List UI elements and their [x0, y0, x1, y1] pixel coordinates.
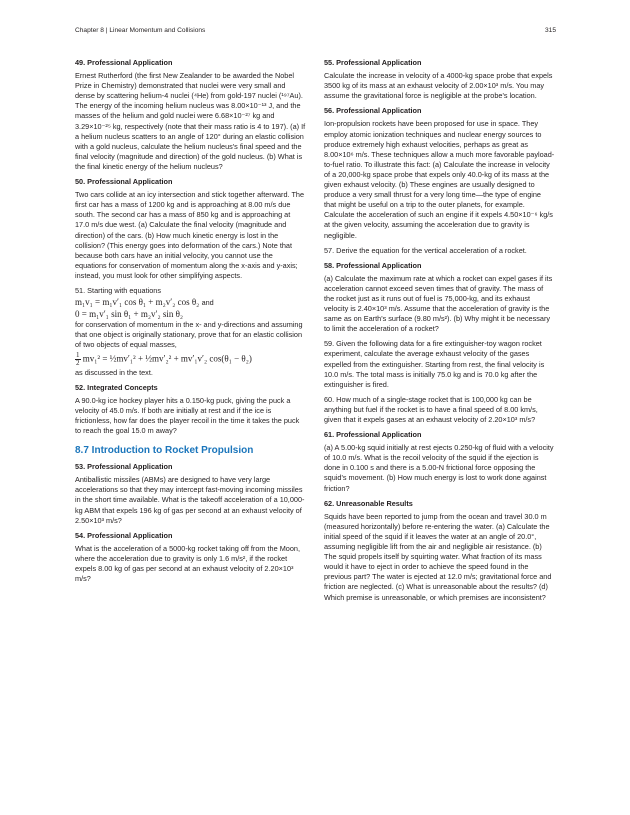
problem-51	[75, 286, 306, 378]
problem-62	[324, 499, 555, 603]
fraction-half: $\frac{1}{2}$	[76, 350, 80, 367]
problem-heading: 55. Professional Application	[324, 58, 422, 67]
equation-momentum-x: m₁v₁ = m₁v′₁ cos θ₁ + m₂v′₂ cos θ₂	[75, 297, 200, 308]
equation-energy: $\frac{1}{2}$ mv₁² = ½mv′₁² + ½mv′₂² + mv′₁v′₂ cos(θ₁ − θ₂)	[76, 350, 252, 367]
section-title: 8.7 Introduction to Rocket Propulsion	[75, 445, 254, 457]
problem-60	[324, 395, 555, 425]
problem-text: Ion-propulsion rockets have been proposed for use in space. They employ atomic ionization techniques and nuclear energy sources to produce extremely high exhaust velocities, perhaps as great as 8.00×10⁶ m/s. These techniques allow a much more favorable payload-to-fuel ratio. To illustrate this fact: (a) Calculate the increase in velocity of a 20,000-kg space probe that expels only 40.0-kg of its mass at the given exhaust velocity. (b) These engines are usually designed to produce a very small thrust for a very long time—the type of engine that might be useful on a trip to the outer planets, for example. Calculate the acceleration of such an engine if it expels 4.50×10⁻⁶ kg/s at the given velocity, assuming the acceleration due to gravity is negligible.	[324, 119, 555, 240]
problem-text: Calculate the increase in velocity of a 4000-kg space probe that expels 3500 kg of its mass at an exhaust velocity of 2.00×10³ m/s. You may assume the gravitational force is negligible at the probe's location.	[324, 71, 553, 101]
problem-heading: 50. Professional Application	[75, 177, 173, 187]
running-header-chapter: Chapter 8 | Linear Momentum and Collisions	[75, 27, 206, 34]
problem-61	[324, 430, 555, 494]
problem-heading: 56. Professional Application	[324, 106, 422, 116]
problem-text: 60. How much of a single-stage rocket that is 100,000 kg can be anything but fuel if the rocket is to have a final speed of 8.00 km/s, given that it expels gases at an exhaust velocity of 2.20×10³ m/s?	[324, 394, 538, 424]
problem-text: Squids have been reported to jump from the ocean and travel 30.0 m (measured horizontally) before re-entering the water. (a) Calculate the initial speed of the squid if it leaves the water at an angle of 20.0°, assuming negligible lift from the air and negligible air resistance. (b) The squid propels itself by squirting water. What fraction of its mass would it have to eject in order to achieve the speed found in the previous part? The water is ejected at 12.0 m/s; gravitational force and friction are neglected. (c) What is unreasonable about the results? (d) Which premise is unreasonable, or which premises are inconsistent?	[324, 511, 552, 602]
problem-text: A 90.0-kg ice hockey player hits a 0.150-kg puck, giving the puck a velocity of 45.0 m/s. If both are initially at rest and if the ice is frictionless, how far does the player recoil in the time it takes the puck to reach the goal 15.0 m away?	[75, 395, 300, 435]
problem-heading: 61. Professional Application	[324, 430, 422, 440]
left-column	[75, 58, 306, 589]
problem-text: (a) A 5.00-kg squid initially at rest ejects 0.250-kg of fluid with a velocity of 10.0 m/s. What is the recoil velocity of the squid if the ejection is done in 0.100 s and there is a 5.00-N frictional force opposing the squid's movement. (b) How much energy is lost to work done against friction?	[324, 443, 554, 493]
problem-57	[324, 246, 555, 256]
problem-heading: 62. Unreasonable Results	[324, 498, 413, 508]
problem-text: Ernest Rutherford (the first New Zealander to be awarded the Nobel Prize in Chemistry) demonstrated that nuclei were very small and dense by scattering helium-4 nuclei (⁴He) from gold-197 nuclei (¹⁹⁷Au). The energy of the incoming helium nucleus was 8.00×10⁻¹³ J, and the masses of the helium and gold nuclei were 6.68×10⁻²⁷ kg and 3.29×10⁻²⁵ kg, respectively (note that their mass ratio is 4 to 197). (a) If a helium nucleus scatters to an angle of 120° during an elastic collision with a gold nucleus, calculate the helium nucleus's final speed and the final velocity (magnitude and direction) of the gold nucleus. (b) What is the final kinetic energy of the helium nucleus?	[75, 71, 306, 171]
problem-54	[75, 531, 306, 584]
problem-56	[324, 106, 555, 240]
right-column	[324, 58, 555, 608]
problem-heading: 52. Integrated Concepts	[75, 382, 158, 392]
problem-49	[75, 58, 306, 172]
page-number: 315	[544, 27, 556, 34]
problem-intro: 51. Starting with equations	[75, 285, 161, 295]
problem-heading: 53. Professional Application	[75, 462, 173, 472]
problem-text: Two cars collide at an icy intersection and stick together afterward. The first car has a mass of 1200 kg and is approaching at 8.00 m/s due south. The second car has a mass of 850 kg and is approaching at 17.0 m/s due west. (a) Calculate the final velocity (magnitude and direction) of the cars. (b) How much kinetic energy is lost in the collision? (This energy goes into deformation of the cars.) Note that because both cars have an initial velocity, you cannot use the equations for conservation of momentum along the x-axis and y-axis; instead, you must look for other simplifying aspects.	[75, 190, 305, 280]
problem-59	[324, 339, 555, 389]
equation-connector: and	[201, 298, 214, 308]
problem-text: Antiballistic missiles (ABMs) are designed to have very large accelerations so that they may intercept fast-moving incoming missiles in the short time available. What is the takeoff acceleration of a 10,000-kg ABM that expels 196 kg of gas per second at an exhaust velocity of 2.50×10³ m/s?	[75, 475, 305, 525]
problem-58	[324, 261, 555, 335]
problem-heading: 54. Professional Application	[75, 530, 173, 540]
problem-53	[75, 462, 306, 526]
problem-text: 59. Given the following data for a fire extinguisher-toy wagon rocket experiment, calculate the average exhaust velocity of the gases expelled from the extinguisher. Starting from rest, the final velocity is 10.0 m/s. The total mass is initially 75.0 kg and is 70.0 kg after the extinguisher is fired.	[324, 339, 545, 389]
problem-50	[75, 177, 306, 281]
problem-52	[75, 383, 306, 436]
problem-outro: as discussed in the text.	[75, 367, 153, 377]
problem-heading: 58. Professional Application	[324, 260, 422, 270]
problem-heading: 49. Professional Application	[75, 58, 173, 67]
equation-momentum-y: 0 = m₁v′₁ sin θ₁ + m₂v′₂ sin θ₂	[75, 309, 184, 320]
problem-55	[324, 58, 555, 101]
problem-text: 57. Derive the equation for the vertical acceleration of a rocket.	[324, 245, 527, 255]
problem-text: (a) Calculate the maximum rate at which a rocket can expel gases if its acceleration cannot exceed seven times that of gravity. The mass of the rocket just as it runs out of fuel is 75,000-kg, and its exhaust velocity is 2.40×10³ m/s. Assume that the acceleration of gravity is the same as on Earth's surface (9.80 m/s²). (b) Why might it be necessary to limit the acceleration of a rocket?	[324, 273, 553, 334]
problem-text: What is the acceleration of a 5000-kg rocket taking off from the Moon, where the acceleration due to gravity is only 1.6 m/s², if the rocket expels 8.00 kg of gas per second at an exhaust velocity of 2.20×10³ m/s?	[75, 543, 300, 584]
problem-text: for conservation of momentum in the x- and y-directions and assuming that one object is originally stationary, prove that for an elastic collision of two objects of equal masses,	[75, 320, 303, 350]
